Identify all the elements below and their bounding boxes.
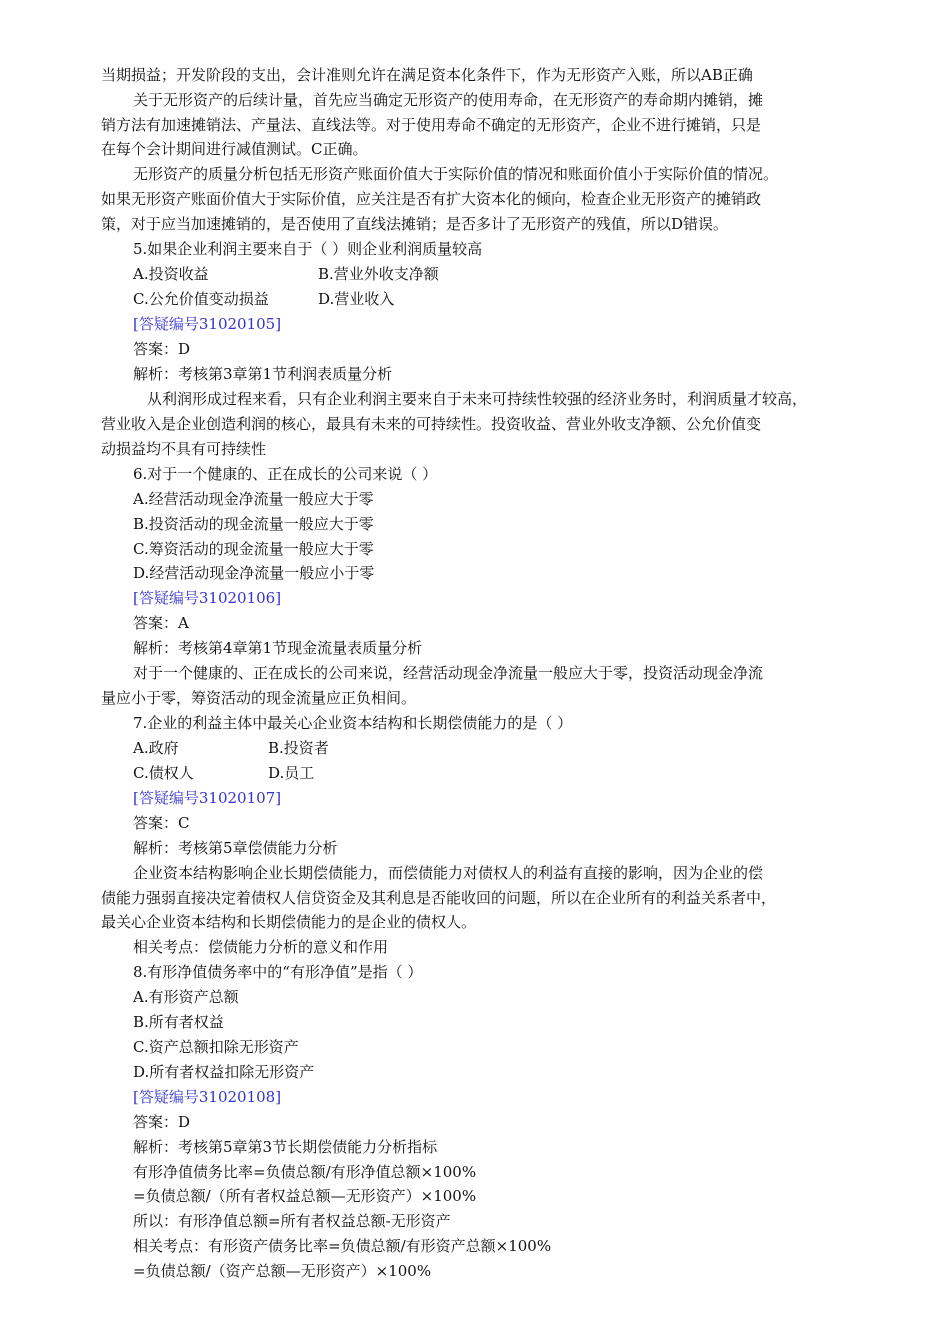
question-6-option-d: D.经营活动现金净流量一般应小于零 bbox=[133, 564, 375, 582]
paragraph-line: 销方法有加速摊销法、产量法、直线法等。对于使用寿命不确定的无形资产，企业不进行摊销，只是 bbox=[101, 116, 762, 134]
question-8-formula: 有形净值债务比率=负债总额/有形净值总额×100% bbox=[133, 1163, 477, 1181]
question-6-option-b: B.投资活动的现金流量一般应大于零 bbox=[133, 515, 374, 533]
question-5-stem: 5.如果企业利润主要来自于（ ）则企业利润质量较高 bbox=[133, 240, 483, 258]
question-6-answer: 答案：A bbox=[133, 614, 189, 632]
question-5-explanation: 营业收入是企业创造利润的核心，最具有未来的可持续性。投资收益、营业外收支净额、公允价值变 bbox=[101, 415, 762, 433]
question-7-option-a: A.政府 bbox=[133, 739, 179, 757]
question-8-related-point: 相关考点：有形资产债务比率=负债总额/有形资产总额×100% bbox=[133, 1237, 552, 1255]
paragraph-line: 当期损益；开发阶段的支出，会计准则允许在满足资本化条件下，作为无形资产入账，所以AB正确 bbox=[101, 66, 753, 84]
question-7-option-d: D.员工 bbox=[268, 764, 315, 782]
question-5-analysis: 解析：考核第3章第1节利润表质量分析 bbox=[133, 365, 393, 383]
question-8-formula: =负债总额/（所有者权益总额—无形资产）×100% bbox=[133, 1187, 477, 1205]
question-7-option-c: C.债权人 bbox=[133, 764, 194, 782]
question-8-formula: =负债总额/（资产总额—无形资产）×100% bbox=[133, 1262, 432, 1280]
question-7-option-b: B.投资者 bbox=[268, 739, 329, 757]
question-6-explanation: 对于一个健康的、正在成长的公司来说，经营活动现金净流量一般应大于零，投资活动现金净流 bbox=[133, 664, 764, 682]
question-7-explanation: 债能力强弱直接决定着债权人信贷资金及其利息是否能收回的问题，所以在企业所有的利益关系者中， bbox=[101, 889, 777, 907]
question-5-option-d: D.营业收入 bbox=[318, 290, 395, 308]
question-6-explanation: 量应小于零，筹资活动的现金流量应正负相间。 bbox=[101, 689, 417, 707]
question-7-explanation: 企业资本结构影响企业长期偿债能力，而偿债能力对债权人的利益有直接的影响，因为企业的偿 bbox=[133, 864, 764, 882]
question-5-explanation: 动损益均不具有可持续性 bbox=[101, 440, 267, 458]
question-8-option-a: A.有形资产总额 bbox=[133, 988, 239, 1006]
question-5-explanation: 从利润形成过程来看，只有企业利润主要来自于未来可持续性较强的经济业务时，利润质量才较高， bbox=[147, 390, 808, 408]
question-5-reference-link[interactable]: [答疑编号31020105] bbox=[133, 315, 282, 333]
paragraph-line: 如果无形资产账面价值大于实际价值，应关注是否有扩大资本化的倾向，检查企业无形资产的摊销政 bbox=[101, 190, 762, 208]
question-6-option-a: A.经营活动现金净流量一般应大于零 bbox=[133, 490, 374, 508]
question-7-analysis: 解析：考核第5章偿债能力分析 bbox=[133, 839, 338, 857]
question-8-reference-link[interactable]: [答疑编号31020108] bbox=[133, 1088, 282, 1106]
question-8-formula: 所以：有形净值总额=所有者权益总额-无形资产 bbox=[133, 1212, 451, 1230]
question-5-option-a: A.投资收益 bbox=[133, 265, 209, 283]
question-8-option-b: B.所有者权益 bbox=[133, 1013, 224, 1031]
paragraph-line: 关于无形资产的后续计量，首先应当确定无形资产的使用寿命，在无形资产的寿命期内摊销，摊 bbox=[133, 91, 764, 109]
paragraph-line: 无形资产的质量分析包括无形资产账面价值大于实际价值的情况和账面价值小于实际价值的情况。 bbox=[133, 165, 779, 183]
question-5-option-c: C.公允价值变动损益 bbox=[133, 290, 269, 308]
question-8-option-d: D.所有者权益扣除无形资产 bbox=[133, 1063, 315, 1081]
question-7-explanation: 最关心企业资本结构和长期偿债能力的是企业的债权人。 bbox=[101, 913, 477, 931]
question-5-option-b: B.营业外收支净额 bbox=[318, 265, 439, 283]
paragraph-line: 策，对于应当加速摊销的，是否使用了直线法摊销；是否多计了无形资产的残值，所以D错误。 bbox=[101, 215, 729, 233]
question-6-reference-link[interactable]: [答疑编号31020106] bbox=[133, 589, 282, 607]
question-6-stem: 6.对于一个健康的、正在成长的公司来说（ ） bbox=[133, 465, 438, 483]
question-6-analysis: 解析：考核第4章第1节现金流量表质量分析 bbox=[133, 639, 423, 657]
question-7-related-point: 相关考点：偿债能力分析的意义和作用 bbox=[133, 938, 389, 956]
question-7-reference-link[interactable]: [答疑编号31020107] bbox=[133, 789, 282, 807]
question-6-option-c: C.筹资活动的现金流量一般应大于零 bbox=[133, 540, 374, 558]
question-7-stem: 7.企业的利益主体中最关心企业资本结构和长期偿债能力的是（ ） bbox=[133, 714, 573, 732]
question-5-answer: 答案：D bbox=[133, 340, 191, 358]
question-8-stem: 8.有形净值债务率中的“有形净值”是指（ ） bbox=[133, 963, 423, 981]
question-8-option-c: C.资产总额扣除无形资产 bbox=[133, 1038, 299, 1056]
question-8-analysis: 解析：考核第5章第3节长期偿债能力分析指标 bbox=[133, 1138, 438, 1156]
paragraph-line: 在每个会计期间进行减值测试。C正确。 bbox=[101, 140, 368, 158]
question-8-answer: 答案：D bbox=[133, 1113, 191, 1131]
question-7-answer: 答案：C bbox=[133, 814, 190, 832]
